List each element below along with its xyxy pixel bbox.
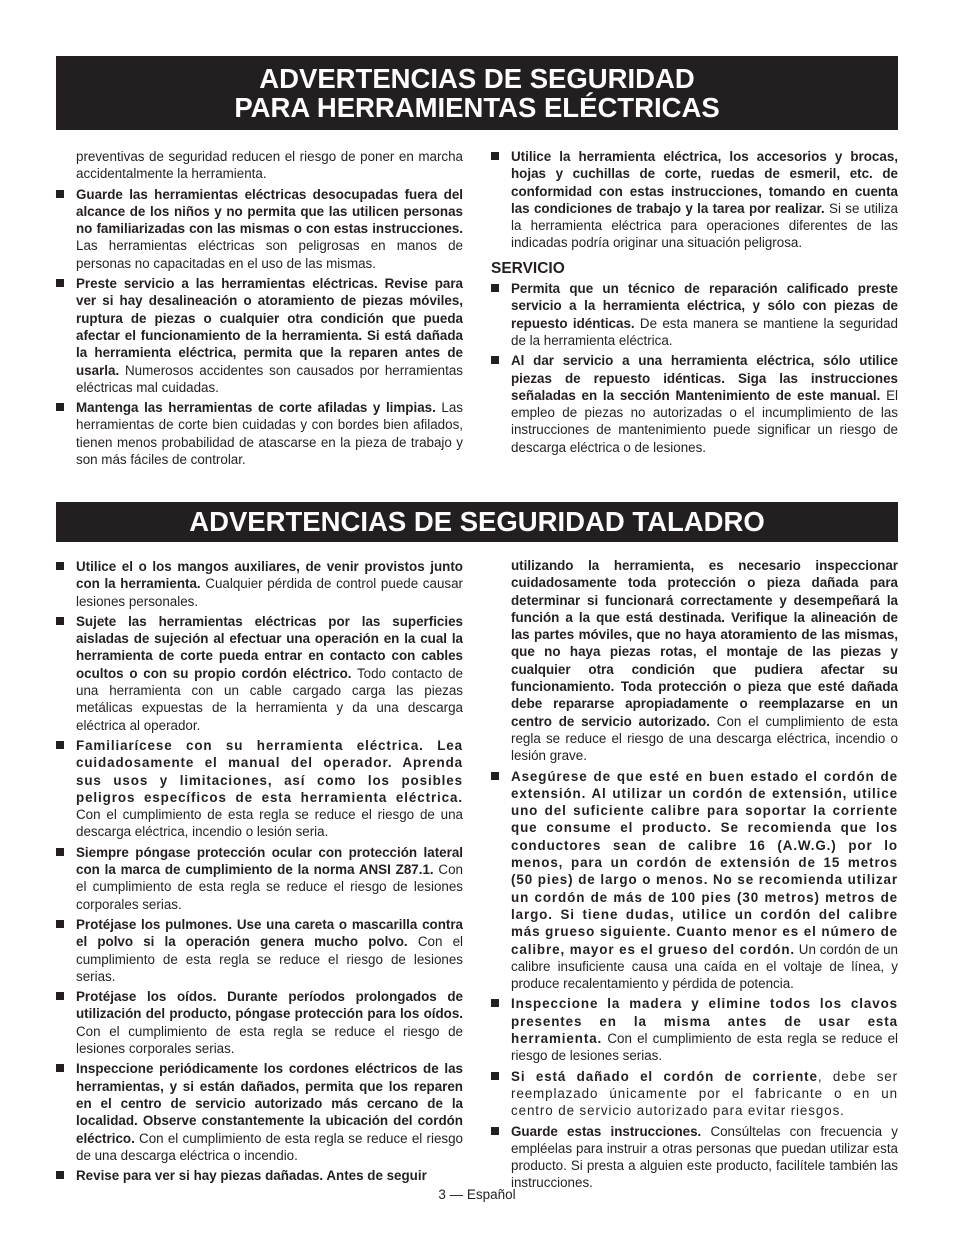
bullet-square-icon	[56, 848, 64, 856]
bullet-text: Las herramientas eléctricas son peligrosas en manos de personas no capacitadas en el uso de las mismas.	[76, 238, 463, 271]
continued-text: Con el cumplimiento de esta regla se reduce el riesgo de una descarga eléctrica, incendio o lesión grave.	[511, 713, 898, 764]
bullet-text: Con el cumplimiento de esta regla se reduce el riesgo de una descarga eléctrica, incendio o lesión seria.	[76, 807, 463, 840]
bullet-bold: Utilice el o los mangos auxiliares, de venir provistos junto con la herramienta.	[76, 559, 463, 592]
bullet-square-icon	[56, 190, 64, 198]
bullet-item	[56, 988, 463, 1057]
continued-bold: utilizando la herramienta, es necesario inspeccionar cuidadosamente toda protección o pieza dañada para determinar si funcionará correctamente y desempeñará la función a la que está destinada. Verifique la alineación de las partes móviles, que no haya atoramiento de las mismas, que no haya piezas rotas, el montaje de las piezas y cualquier otra condición que pudiera afectar su funcionamiento. Toda protección o pieza que esté dañada debe repararse apropiadamente o reemplazarse en un centro de servicio autorizado.	[511, 558, 898, 729]
bullet-square-icon	[491, 772, 499, 780]
section-banner: ADVERTENCIAS DE SEGURIDAD TALADRO	[56, 502, 898, 542]
bullet-bold: Guarde estas instrucciones.	[511, 1123, 702, 1139]
bullet-item	[491, 995, 898, 1064]
bullet-bold: Al dar servicio a una herramienta eléctrica, sólo utilice piezas de repuesto idénticas. Siga las instrucciones señaladas en la sección Mantenimiento de este manual.	[511, 353, 898, 403]
bullet-text: Con el cumplimiento de esta regla se reduce el riesgo de una descarga eléctrica o incendio.	[76, 1130, 463, 1163]
bullet-square-icon	[56, 1064, 64, 1072]
bullet-bold: Protéjase los pulmones. Use una careta o mascarilla contra el polvo si la operación genera mucho polvo.	[76, 916, 463, 950]
bullet-square-icon	[491, 284, 499, 292]
bullet-bold: Sujete las herramientas eléctricas por las superficies aisladas de sujeción al efectuar una operación en la cual la herramienta de corte pueda entrar en contacto con cables ocultos o con su propio cordón eléctrico.	[76, 613, 463, 681]
bullet-square-icon	[56, 741, 64, 749]
bullet-square-icon	[491, 1072, 499, 1080]
bullet-text: Con el cumplimiento de esta regla se reduce el riesgo de lesiones corporales serias.	[76, 862, 463, 912]
bullet-square-icon	[56, 403, 64, 411]
bullet-square-icon	[56, 562, 64, 570]
column-2	[491, 148, 898, 459]
bullet-item	[56, 613, 463, 734]
column-1	[56, 148, 463, 471]
bullet-item	[56, 399, 463, 468]
bullet-square-icon	[56, 920, 64, 928]
bullet-text: El empleo de piezas no autorizadas o el incumplimiento de las instrucciones de mantenimiento puede significar un riesgo de descarga eléctrica o de lesiones.	[511, 387, 898, 455]
bullet-square-icon	[56, 279, 64, 287]
column-3	[56, 558, 463, 1187]
column-4	[491, 557, 898, 1195]
bullet-item	[56, 1167, 463, 1184]
continued-paragraph: preventivas de seguridad reducen el riesgo de poner en marcha accidentalmente la herramienta.	[76, 149, 463, 182]
bullet-bold: Inspeccione periódicamente los cordones eléctricos de las herramientas, y si están dañados, permita que los reparen en el centro de servicio autorizado más cercano de la localidad. Observe constantemente la ubicación del cordón eléctrico.	[76, 1061, 463, 1146]
bullet-bold: Utilice la herramienta eléctrica, los accesorios y brocas, hojas y cuchillas de corte, ruedas de esmeril, etc. de conformidad con estas instrucciones, tomando en cuenta las condiciones de trabajo y la tarea por realizar.	[511, 149, 898, 216]
bullet-text: Con el cumplimiento de esta regla se reduce el riesgo de lesiones serias.	[511, 1031, 898, 1064]
bullet-text: Cualquier pérdida de control puede causar lesiones personales.	[76, 576, 463, 609]
bullet-text: Las herramientas de corte bien cuidadas y con bordes bien afilados, tienen menos probabilidad de atascarse en la pieza de trabajo y son más fáciles de controlar.	[76, 400, 463, 468]
bullet-bold: Revise para ver si hay piezas dañadas. Antes de seguir	[76, 1168, 427, 1184]
bullet-bold: Siempre póngase protección ocular con protección lateral con la marca de cumplimiento de la norma ANSI Z87.1.	[76, 844, 463, 878]
bullet-bold: Familiarícese con su herramienta eléctrica. Lea cuidadosamente el manual del operador. Aprenda sus usos y limitaciones, así como los posibles peligros específicos de esta herramienta eléctrica.	[76, 737, 463, 805]
bullet-square-icon	[56, 1171, 64, 1179]
bullet-text: Consúltelas con frecuencia y empléelas para instruir a otras personas que puedan utilizar esta producto. Si presta a alguien este producto, facilítele también las instrucciones.	[511, 1123, 898, 1191]
bullet-bold: Asegúrese de que esté en buen estado el cordón de extensión. Al utilizar un cordón de extensión, utilice uno del suficiente calibre para soportar la corriente que consume el producto. Se recomienda que los conductores sean de calibre 16 (A.W.G.) por lo menos, para un cordón de extensión de 15 metros (50 pies) de largo o menos. No se recomienda utilizar un cordón de más de 100 pies (30 metros) metros de largo. Si tiene dudas, utilice un cordón del calibre más grueso siguiente. Cuanto menor es el número de calibre, mayor es el grueso del cordón.	[511, 768, 898, 957]
bullet-text: Un cordón de un calibre insuficiente causa una caída en el voltaje de línea, y produce recalentamiento y pérdida de potencia.	[511, 941, 898, 992]
bullet-bold: Permita que un técnico de reparación calificado preste servicio a la herramienta eléctrica, y sólo con piezas de repuesto idénticas.	[511, 281, 898, 331]
bullet-bold: Inspeccione la madera y elimine todos los clavos presentes en la misma antes de usar esta herramienta.	[511, 996, 898, 1047]
bullet-text: Si se utiliza la herramienta eléctrica para operaciones diferentes de las indicadas podría originar una situación peligrosa.	[511, 200, 898, 251]
bullet-item	[491, 768, 898, 993]
section-heading-servicio: SERVICIO	[491, 259, 565, 277]
bullet-item	[56, 1060, 463, 1164]
banner-title-line1: ADVERTENCIAS DE SEGURIDAD	[259, 63, 695, 94]
bullet-item	[56, 844, 463, 913]
bullet-item	[56, 275, 463, 396]
bullet-item	[56, 186, 463, 272]
bullet-text: Numerosos accidentes son causados por herramientas eléctricas mal cuidadas.	[76, 362, 463, 395]
bullet-item	[491, 148, 898, 252]
bullet-square-icon	[56, 992, 64, 1000]
bullet-item	[56, 558, 463, 610]
bullet-text: Todo contacto de una herramienta con un cable cargado carga las piezas metálicas expuestas de la herramienta y da una descarga eléctrica al operador.	[76, 665, 463, 733]
bullet-bold: Mantenga las herramientas de corte afiladas y limpias.	[76, 400, 436, 416]
page-footer: 3 — Español	[438, 1187, 516, 1202]
bullet-square-icon	[491, 152, 499, 160]
bullet-bold: Protéjase los oídos. Durante períodos prolongados de utilización del producto, póngase protección para los oídos.	[76, 989, 463, 1022]
bullet-text: Con el cumplimiento de esta regla se reduce el riesgo de lesiones corporales serias.	[76, 1023, 463, 1057]
header-banner	[56, 56, 898, 130]
bullet-item	[56, 916, 463, 985]
bullet-item	[491, 1068, 898, 1120]
bullet-square-icon	[56, 617, 64, 625]
bullet-square-icon	[491, 356, 499, 364]
banner-title-line2: PARA HERRAMIENTAS ELÉCTRICAS	[234, 92, 720, 123]
bullet-item	[491, 1123, 898, 1192]
bullet-text: Con el cumplimiento de esta regla se reduce el riesgo de lesiones serias.	[76, 934, 463, 984]
bullet-text: , debe ser reemplazado únicamente por el fabricante o en un centro de servicio autorizado para evitar riesgos.	[511, 1068, 898, 1119]
continued-paragraph	[491, 557, 898, 765]
bullet-text: De esta manera se mantiene la seguridad de la herramienta eléctrica.	[511, 315, 898, 348]
bullet-item	[56, 737, 463, 841]
bullet-square-icon	[491, 1127, 499, 1135]
bullet-bold: Si está dañado el cordón de corriente	[511, 1068, 818, 1084]
bullet-square-icon	[491, 999, 499, 1007]
bullet-bold: Preste servicio a las herramientas eléctricas. Revise para ver si hay desalineación o atoramiento de piezas móviles, ruptura de piezas o cualquier otra condición que pueda afectar el funcionamiento de la herramienta. Si está dañada la herramienta eléctrica, permita que la reparen antes de usarla.	[76, 276, 463, 378]
bullet-bold: Guarde las herramientas eléctricas desocupadas fuera del alcance de los niños y no permita que las utilicen personas no familiarizadas con las mismas o con estas instrucciones.	[76, 186, 463, 237]
bullet-item	[491, 352, 898, 456]
bullet-item	[491, 280, 898, 349]
